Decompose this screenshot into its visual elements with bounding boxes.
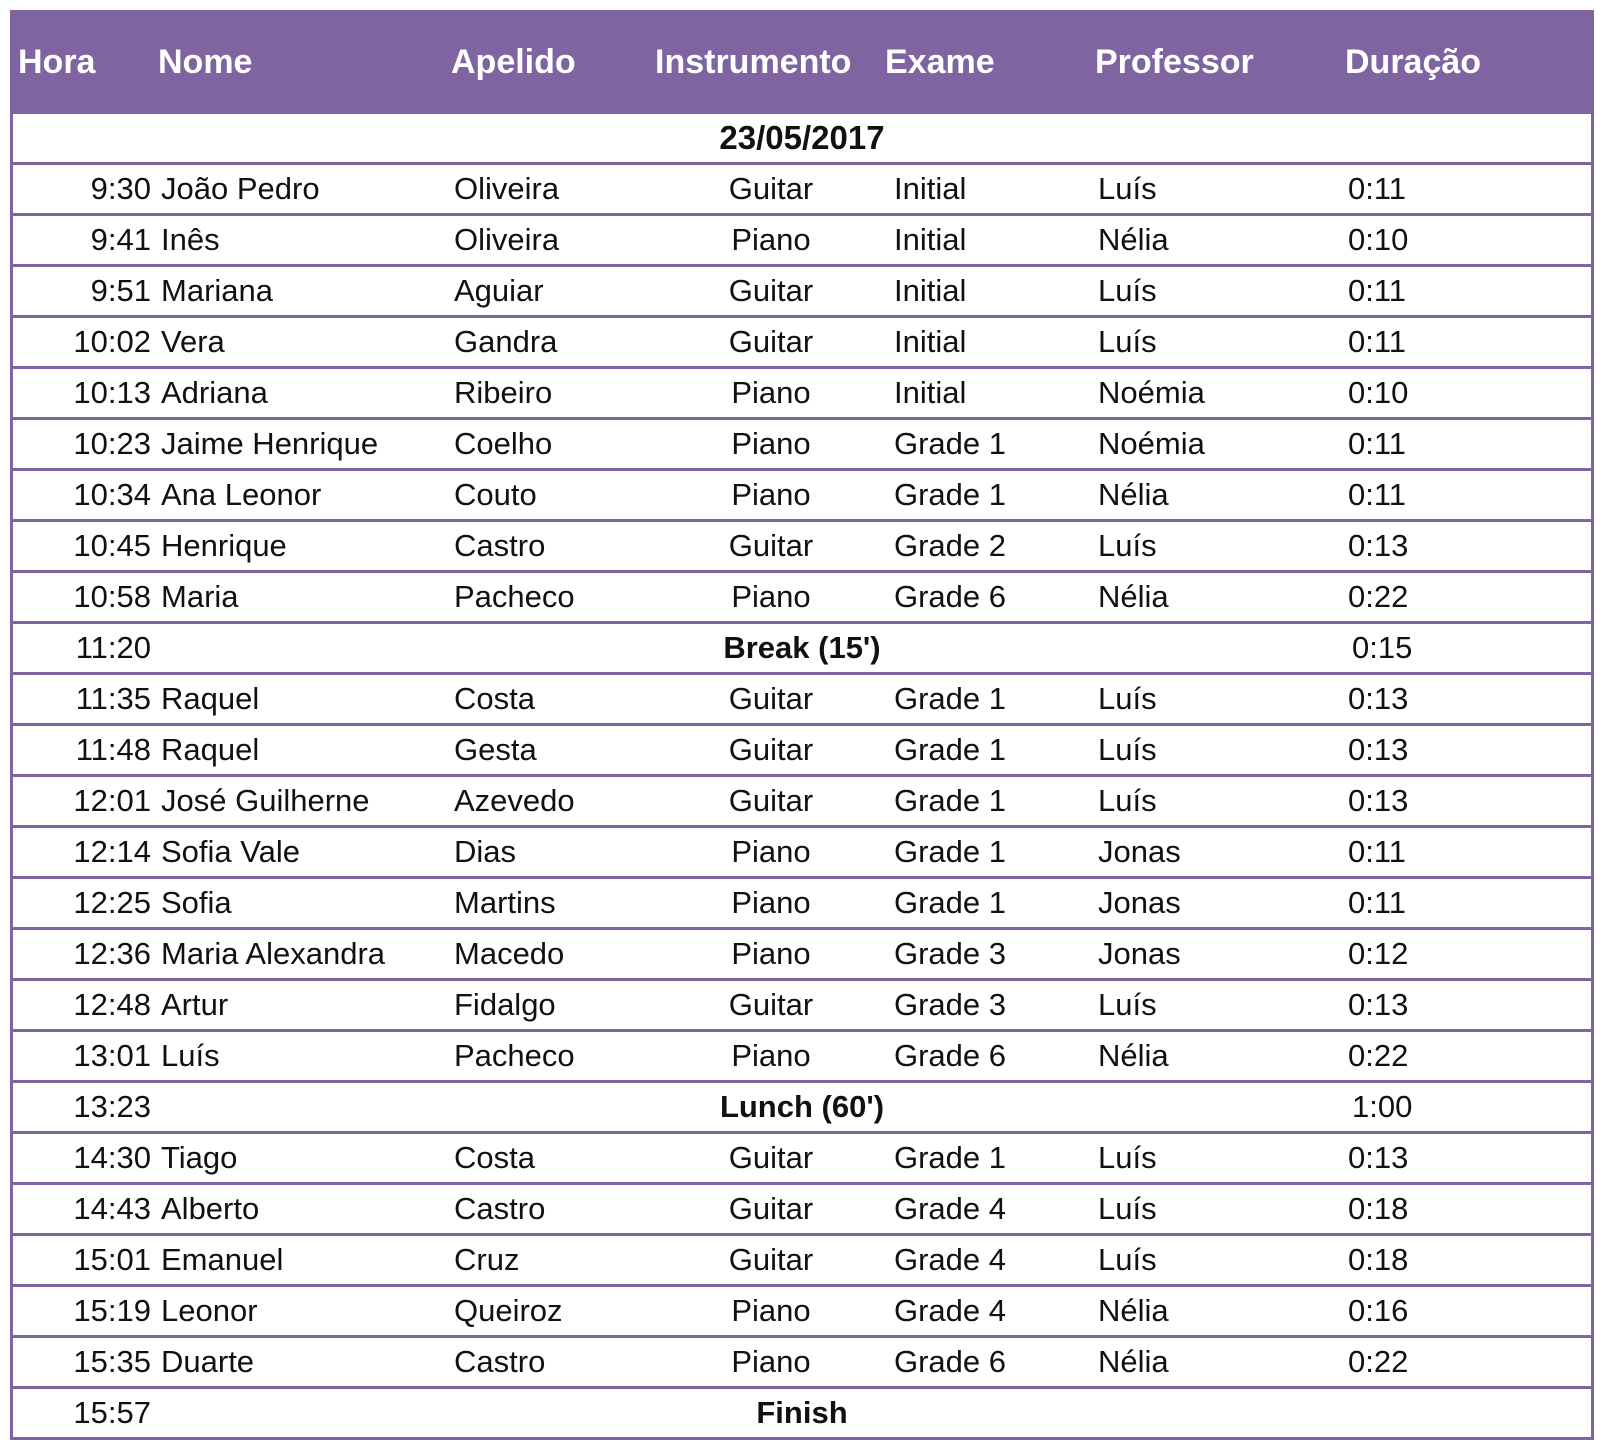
- cell-exame[interactable]: Grade 1: [894, 783, 1007, 818]
- cell-apelido[interactable]: Oliveira: [454, 171, 560, 206]
- cell-apelido[interactable]: Pacheco: [454, 1038, 575, 1073]
- cell-nome[interactable]: Henrique: [161, 528, 287, 563]
- schedule-table: [10, 10, 1594, 1440]
- cell-exame[interactable]: Grade 1: [894, 732, 1007, 767]
- column-header-apelido[interactable]: Apelido: [451, 42, 576, 81]
- cell-instrumento[interactable]: Piano: [731, 222, 811, 257]
- cell-exame[interactable]: Grade 1: [894, 1140, 1007, 1175]
- cell-instrumento[interactable]: Piano: [731, 1293, 811, 1328]
- cell-professor[interactable]: Jonas: [1098, 834, 1181, 869]
- band-row: [13, 1389, 1591, 1440]
- cell-apelido[interactable]: Azevedo: [454, 783, 575, 818]
- cell-exame[interactable]: Initial: [894, 171, 967, 206]
- cell-duracao[interactable]: 0:11: [1348, 273, 1407, 308]
- band-row: [13, 1083, 1591, 1134]
- cell-instrumento[interactable]: Guitar: [728, 324, 814, 359]
- cell-professor[interactable]: Luís: [1098, 1191, 1157, 1226]
- cell-apelido[interactable]: Castro: [454, 1344, 546, 1379]
- cell-duracao[interactable]: 0:11: [1348, 477, 1407, 512]
- cell-apelido[interactable]: Cruz: [454, 1242, 520, 1277]
- table-row: [13, 675, 1591, 726]
- column-header-instrumento[interactable]: Instrumento: [655, 42, 852, 81]
- band-label: Finish: [756, 1395, 848, 1430]
- cell-duracao[interactable]: 0:11: [1348, 324, 1407, 359]
- band-hora: 11:20: [75, 630, 151, 665]
- cell-hora[interactable]: 10:13: [73, 375, 151, 410]
- table-row: [13, 1032, 1591, 1083]
- table-row: [13, 318, 1591, 369]
- cell-duracao[interactable]: 0:11: [1348, 834, 1407, 869]
- cell-apelido[interactable]: Martins: [454, 885, 556, 920]
- cell-professor[interactable]: Luís: [1098, 783, 1157, 818]
- cell-instrumento[interactable]: Guitar: [728, 1242, 814, 1277]
- cell-instrumento[interactable]: Piano: [731, 1344, 811, 1379]
- cell-hora[interactable]: 11:48: [75, 732, 151, 767]
- cell-apelido[interactable]: Fidalgo: [454, 987, 556, 1022]
- table-row: [13, 1287, 1591, 1338]
- cell-nome[interactable]: Duarte: [161, 1344, 255, 1379]
- cell-instrumento[interactable]: Guitar: [728, 987, 814, 1022]
- column-header-hora[interactable]: Hora: [18, 42, 96, 81]
- table-row: [13, 777, 1591, 828]
- cell-nome[interactable]: Ana Leonor: [161, 477, 322, 512]
- cell-professor[interactable]: Luís: [1098, 324, 1157, 359]
- cell-professor[interactable]: Nélia: [1098, 1293, 1169, 1328]
- cell-duracao[interactable]: 0:22: [1348, 579, 1409, 614]
- cell-apelido[interactable]: Ribeiro: [454, 375, 553, 410]
- cell-nome[interactable]: Maria: [161, 579, 239, 614]
- table-body: [10, 114, 1594, 1440]
- cell-duracao[interactable]: 0:13: [1348, 681, 1409, 716]
- table-row: [13, 267, 1591, 318]
- cell-instrumento[interactable]: Guitar: [728, 171, 814, 206]
- cell-hora[interactable]: 10:23: [73, 426, 151, 461]
- table-row: [13, 471, 1591, 522]
- table-row: [13, 981, 1591, 1032]
- cell-professor[interactable]: Luís: [1098, 528, 1157, 563]
- cell-nome[interactable]: Vera: [161, 324, 225, 359]
- band-hora: 13:23: [73, 1089, 151, 1124]
- table-row: [13, 369, 1591, 420]
- date-label: 23/05/2017: [719, 119, 885, 156]
- cell-professor[interactable]: Noémia: [1098, 375, 1205, 410]
- table-row: [13, 1134, 1591, 1185]
- cell-instrumento[interactable]: Guitar: [728, 732, 814, 767]
- cell-exame[interactable]: Grade 6: [894, 1344, 1007, 1379]
- cell-exame[interactable]: Grade 4: [894, 1191, 1007, 1226]
- column-header-nome[interactable]: Nome: [158, 42, 253, 81]
- cell-hora[interactable]: 15:35: [73, 1344, 151, 1379]
- cell-nome[interactable]: Emanuel: [161, 1242, 284, 1277]
- cell-duracao[interactable]: 0:13: [1348, 783, 1409, 818]
- cell-hora[interactable]: 15:19: [73, 1293, 151, 1328]
- cell-nome[interactable]: João Pedro: [161, 171, 320, 206]
- table-row: [13, 1338, 1591, 1389]
- cell-apelido[interactable]: Couto: [454, 477, 537, 512]
- cell-hora[interactable]: 9:30: [90, 171, 151, 206]
- table-row: [13, 216, 1591, 267]
- cell-nome[interactable]: Luís: [161, 1038, 220, 1073]
- cell-professor[interactable]: Nélia: [1098, 477, 1169, 512]
- cell-hora[interactable]: 10:02: [73, 324, 151, 359]
- cell-instrumento[interactable]: Piano: [731, 1038, 811, 1073]
- cell-exame[interactable]: Grade 6: [894, 1038, 1007, 1073]
- cell-duracao[interactable]: 0:22: [1348, 1038, 1409, 1073]
- table-row: [13, 573, 1591, 624]
- cell-professor[interactable]: Nélia: [1098, 1038, 1169, 1073]
- table-row: [13, 879, 1591, 930]
- band-row: [13, 624, 1591, 675]
- cell-duracao[interactable]: 0:13: [1348, 528, 1409, 563]
- cell-duracao[interactable]: 0:13: [1348, 987, 1409, 1022]
- cell-exame[interactable]: Grade 3: [894, 936, 1007, 971]
- cell-exame[interactable]: Grade 3: [894, 987, 1007, 1022]
- cell-hora[interactable]: 14:43: [73, 1191, 151, 1226]
- cell-nome[interactable]: Raquel: [161, 681, 260, 716]
- cell-duracao[interactable]: 0:12: [1348, 936, 1409, 971]
- cell-exame[interactable]: Grade 6: [894, 579, 1007, 614]
- cell-professor[interactable]: Nélia: [1098, 579, 1169, 614]
- cell-exame[interactable]: Grade 1: [894, 834, 1007, 869]
- cell-hora[interactable]: 12:01: [73, 783, 151, 818]
- cell-nome[interactable]: Sofia Vale: [161, 834, 301, 869]
- cell-instrumento[interactable]: Guitar: [728, 528, 814, 563]
- cell-professor[interactable]: Nélia: [1098, 1344, 1169, 1379]
- cell-apelido[interactable]: Aguiar: [454, 273, 544, 308]
- cell-apelido[interactable]: Castro: [454, 528, 546, 563]
- cell-professor[interactable]: Jonas: [1098, 885, 1181, 920]
- cell-nome[interactable]: Adriana: [161, 375, 268, 410]
- cell-duracao[interactable]: 0:11: [1348, 885, 1407, 920]
- table-row: [13, 165, 1591, 216]
- cell-nome[interactable]: Raquel: [161, 732, 260, 767]
- cell-exame[interactable]: Grade 1: [894, 426, 1007, 461]
- cell-instrumento[interactable]: Piano: [731, 579, 811, 614]
- cell-exame[interactable]: Initial: [894, 324, 967, 359]
- column-header-exame[interactable]: Exame: [885, 42, 995, 81]
- cell-hora[interactable]: 12:25: [73, 885, 151, 920]
- cell-professor[interactable]: Luís: [1098, 987, 1157, 1022]
- cell-instrumento[interactable]: Piano: [731, 477, 811, 512]
- cell-nome[interactable]: Artur: [161, 987, 229, 1022]
- cell-instrumento[interactable]: Guitar: [728, 1140, 814, 1175]
- cell-professor[interactable]: Nélia: [1098, 222, 1169, 257]
- cell-duracao[interactable]: 0:10: [1348, 222, 1409, 257]
- cell-duracao[interactable]: 0:22: [1348, 1344, 1409, 1379]
- table-row: [13, 726, 1591, 777]
- cell-apelido[interactable]: Coelho: [454, 426, 553, 461]
- cell-professor[interactable]: Jonas: [1098, 936, 1181, 971]
- cell-exame[interactable]: Grade 2: [894, 528, 1007, 563]
- cell-professor[interactable]: Luís: [1098, 273, 1157, 308]
- cell-instrumento[interactable]: Piano: [731, 375, 811, 410]
- cell-hora[interactable]: 12:48: [73, 987, 151, 1022]
- cell-hora[interactable]: 13:01: [73, 1038, 151, 1073]
- cell-apelido[interactable]: Pacheco: [454, 579, 575, 614]
- header-row: [10, 10, 1594, 114]
- cell-nome[interactable]: Leonor: [161, 1293, 258, 1328]
- cell-duracao[interactable]: 0:18: [1348, 1191, 1409, 1226]
- cell-hora[interactable]: 10:58: [73, 579, 151, 614]
- table-row: [13, 522, 1591, 573]
- cell-professor[interactable]: Luís: [1098, 732, 1157, 767]
- band-label: Break (15'): [723, 630, 881, 665]
- band-duracao: 0:15: [1352, 630, 1413, 665]
- cell-apelido[interactable]: Costa: [454, 1140, 535, 1175]
- cell-professor[interactable]: Luís: [1098, 1140, 1157, 1175]
- cell-duracao[interactable]: 0:11: [1348, 426, 1407, 461]
- cell-instrumento[interactable]: Guitar: [728, 273, 814, 308]
- cell-instrumento[interactable]: Guitar: [728, 681, 814, 716]
- cell-duracao[interactable]: 0:13: [1348, 732, 1409, 767]
- cell-duracao[interactable]: 0:11: [1348, 171, 1407, 206]
- cell-exame[interactable]: Grade 4: [894, 1242, 1007, 1277]
- cell-exame[interactable]: Initial: [894, 273, 967, 308]
- cell-instrumento[interactable]: Piano: [731, 936, 811, 971]
- cell-apelido[interactable]: Oliveira: [454, 222, 560, 257]
- cell-professor[interactable]: Luís: [1098, 681, 1157, 716]
- cell-hora[interactable]: 9:41: [90, 222, 151, 257]
- cell-nome[interactable]: Mariana: [161, 273, 273, 308]
- column-header-duracao[interactable]: Duração: [1345, 42, 1482, 81]
- cell-exame[interactable]: Grade 1: [894, 885, 1007, 920]
- cell-hora[interactable]: 15:01: [73, 1242, 151, 1277]
- cell-instrumento[interactable]: Guitar: [728, 783, 814, 818]
- cell-exame[interactable]: Grade 4: [894, 1293, 1007, 1328]
- cell-apelido[interactable]: Gandra: [454, 324, 558, 359]
- cell-professor[interactable]: Noémia: [1098, 426, 1205, 461]
- cell-apelido[interactable]: Macedo: [454, 936, 565, 971]
- cell-apelido[interactable]: Queiroz: [454, 1293, 563, 1328]
- table-row: [13, 1236, 1591, 1287]
- table-row: [13, 420, 1591, 471]
- cell-nome[interactable]: Inês: [161, 222, 220, 257]
- cell-duracao[interactable]: 0:13: [1348, 1140, 1409, 1175]
- cell-hora[interactable]: 10:45: [73, 528, 151, 563]
- cell-hora[interactable]: 12:36: [73, 936, 151, 971]
- cell-hora[interactable]: 12:14: [73, 834, 151, 869]
- cell-nome[interactable]: Jaime Henrique: [161, 426, 379, 461]
- cell-duracao[interactable]: 0:10: [1348, 375, 1409, 410]
- cell-instrumento[interactable]: Piano: [731, 426, 811, 461]
- band-duracao: 1:00: [1352, 1089, 1413, 1124]
- band-label: Lunch (60'): [719, 1089, 885, 1124]
- cell-nome[interactable]: José Guilherne: [161, 783, 370, 818]
- column-header-professor[interactable]: Professor: [1095, 42, 1254, 81]
- cell-hora[interactable]: 9:51: [90, 273, 151, 308]
- cell-exame[interactable]: Grade 1: [894, 681, 1007, 716]
- cell-instrumento[interactable]: Piano: [731, 885, 811, 920]
- cell-instrumento[interactable]: Piano: [731, 834, 811, 869]
- cell-nome[interactable]: Alberto: [161, 1191, 260, 1226]
- table-row: [13, 1185, 1591, 1236]
- band-hora: 15:57: [73, 1395, 151, 1430]
- cell-duracao[interactable]: 0:16: [1348, 1293, 1409, 1328]
- cell-hora[interactable]: 14:30: [73, 1140, 151, 1175]
- cell-exame[interactable]: Grade 1: [894, 477, 1007, 512]
- date-band-row: [13, 114, 1591, 165]
- cell-apelido[interactable]: Costa: [454, 681, 535, 716]
- cell-hora[interactable]: 10:34: [73, 477, 151, 512]
- table-row: [13, 930, 1591, 981]
- cell-duracao[interactable]: 0:18: [1348, 1242, 1409, 1277]
- cell-professor[interactable]: Luís: [1098, 171, 1157, 206]
- cell-exame[interactable]: Initial: [894, 375, 967, 410]
- table-row: [13, 828, 1591, 879]
- cell-instrumento[interactable]: Guitar: [728, 1191, 814, 1226]
- cell-professor[interactable]: Luís: [1098, 1242, 1157, 1277]
- cell-nome[interactable]: Maria Alexandra: [161, 936, 386, 971]
- cell-exame[interactable]: Initial: [894, 222, 967, 257]
- cell-hora[interactable]: 11:35: [75, 681, 151, 716]
- cell-apelido[interactable]: Castro: [454, 1191, 546, 1226]
- cell-apelido[interactable]: Dias: [454, 834, 517, 869]
- cell-nome[interactable]: Tiago: [161, 1140, 238, 1175]
- cell-apelido[interactable]: Gesta: [454, 732, 537, 767]
- cell-nome[interactable]: Sofia: [161, 885, 232, 920]
